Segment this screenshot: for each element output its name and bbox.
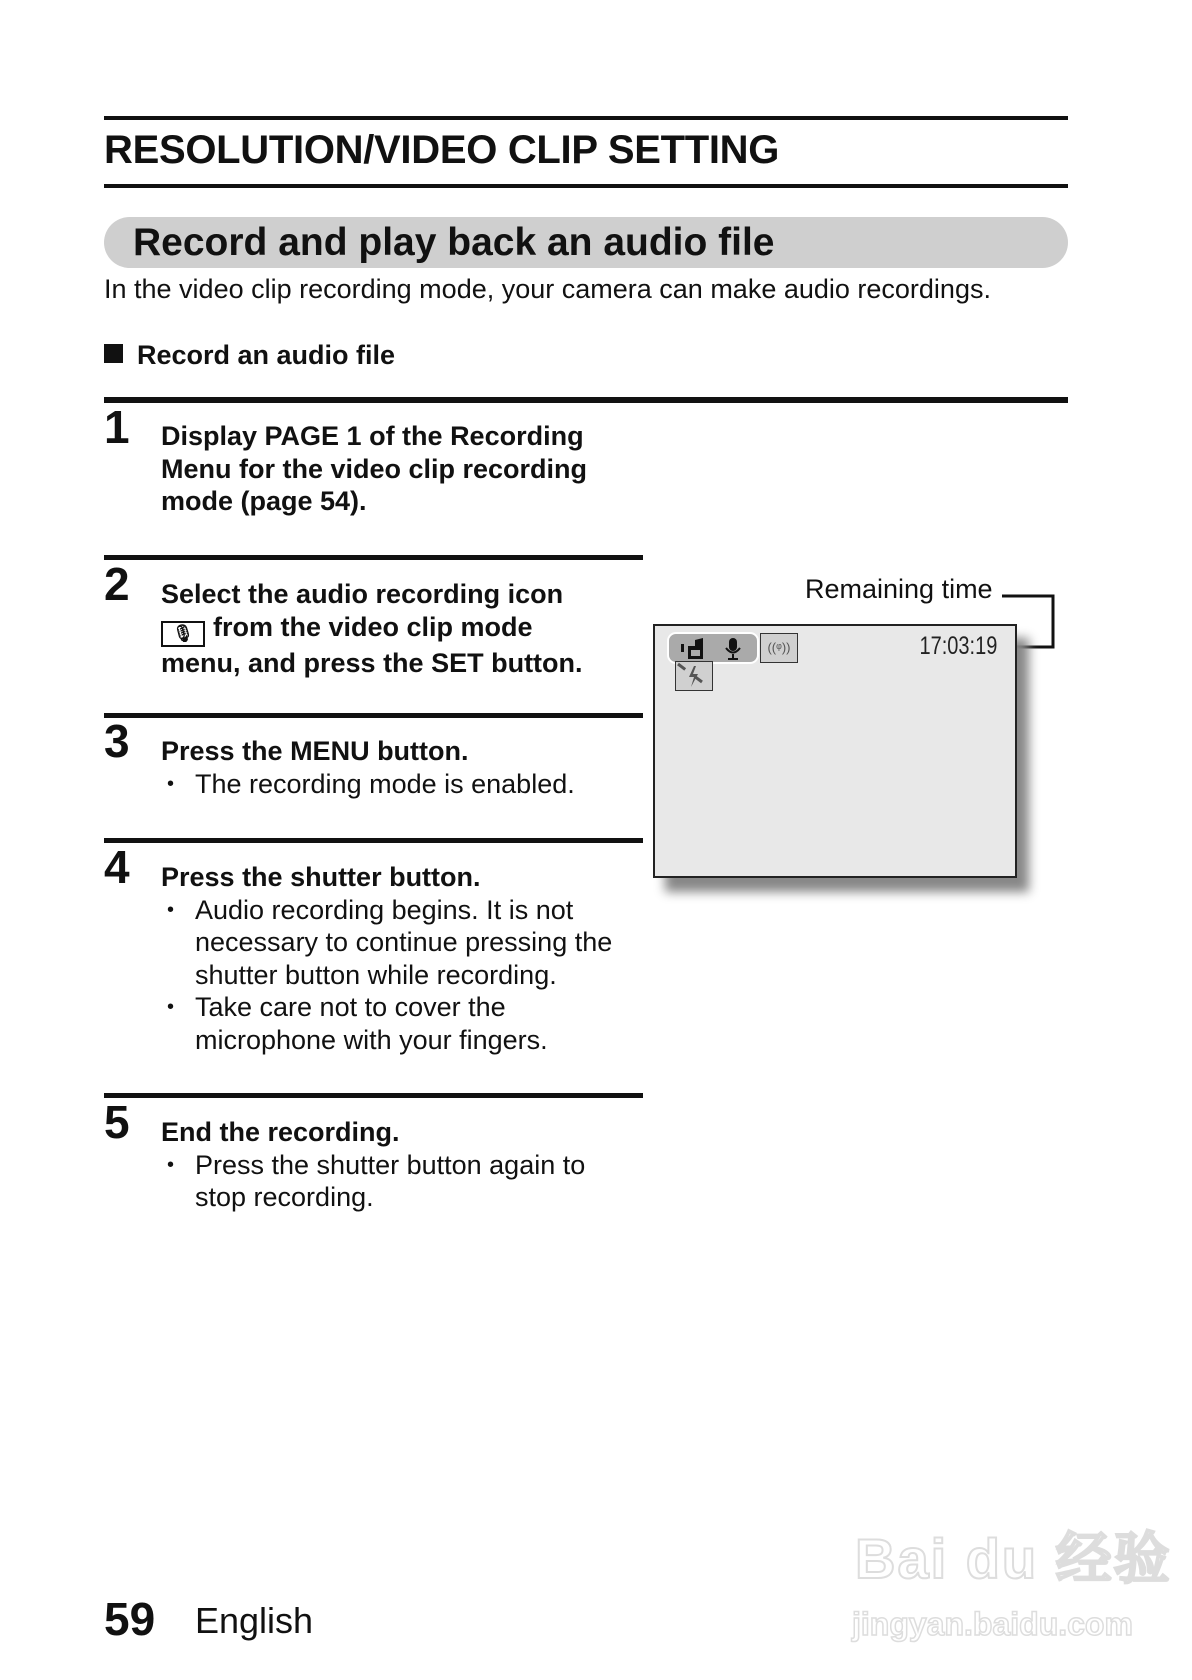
step-5 <box>161 1116 631 1214</box>
step-title: Press the MENU button. <box>161 736 469 766</box>
step-bullet: • Take care not to cover the microphone with your fingers. <box>161 991 631 1056</box>
step-rule <box>104 1093 643 1098</box>
language-label: English <box>195 1600 314 1641</box>
step-rule <box>104 838 643 843</box>
title-rule <box>104 184 1068 188</box>
section-heading: Record and play back an audio file <box>133 221 775 264</box>
baidu-watermark-url: jingyan.baidu.com <box>852 1606 1133 1642</box>
step-text: mode (page 54). <box>161 486 367 516</box>
step-number: 3 <box>104 715 130 767</box>
mode-icon-group <box>667 632 759 664</box>
video-mode-icon <box>681 638 707 660</box>
top-rule <box>104 116 1068 120</box>
page-number: 59 <box>104 1593 156 1645</box>
step-2 <box>161 578 661 679</box>
baidu-watermark-logo: Bai du 经验 <box>855 1527 1172 1590</box>
subheading: Record an audio file <box>104 340 395 371</box>
step-title: Press the shutter button. <box>161 862 481 892</box>
step-bullet: • Press the shutter button again to stop recording. <box>161 1149 631 1214</box>
step-number: 5 <box>104 1096 130 1148</box>
microphone-icon: 🎙 <box>161 621 205 647</box>
step-1 <box>161 420 661 518</box>
step-rule <box>104 555 643 560</box>
remaining-time-callout: Remaining time <box>805 574 993 604</box>
step-bullet: • The recording mode is enabled. <box>161 768 661 801</box>
steps-rule <box>104 397 1068 403</box>
camera-screen <box>653 624 1017 878</box>
step-bullet: • Audio recording begins. It is not necessary to continue pressing the shutter button while recording. <box>161 894 631 992</box>
microphone-icon <box>724 637 742 661</box>
step-text: Display PAGE 1 of the Recording <box>161 421 584 451</box>
step-text: Select the audio recording icon <box>161 579 564 609</box>
remaining-time-value: 17:03:19 <box>919 632 997 660</box>
flash-off-icon <box>675 661 713 691</box>
step-number: 1 <box>104 401 130 453</box>
step-text: Menu for the video clip recording <box>161 453 588 484</box>
step-title: End the recording. <box>161 1117 400 1147</box>
step-number: 4 <box>104 841 130 893</box>
step-rule <box>104 713 643 718</box>
stabilizer-icon: ((ᵠ)) <box>760 633 798 663</box>
step-number: 2 <box>104 558 130 610</box>
step-4 <box>161 861 631 1056</box>
step-text: 🎙 from the video clip mode <box>161 611 661 647</box>
page-title: RESOLUTION/VIDEO CLIP SETTING <box>104 128 780 172</box>
step-3 <box>161 735 661 800</box>
intro-text: In the video clip recording mode, your camera can make audio recordings. <box>104 274 991 304</box>
square-bullet-icon <box>104 344 123 363</box>
step-text: menu, and press the SET button. <box>161 647 583 678</box>
section-heading-bar <box>104 217 1068 268</box>
